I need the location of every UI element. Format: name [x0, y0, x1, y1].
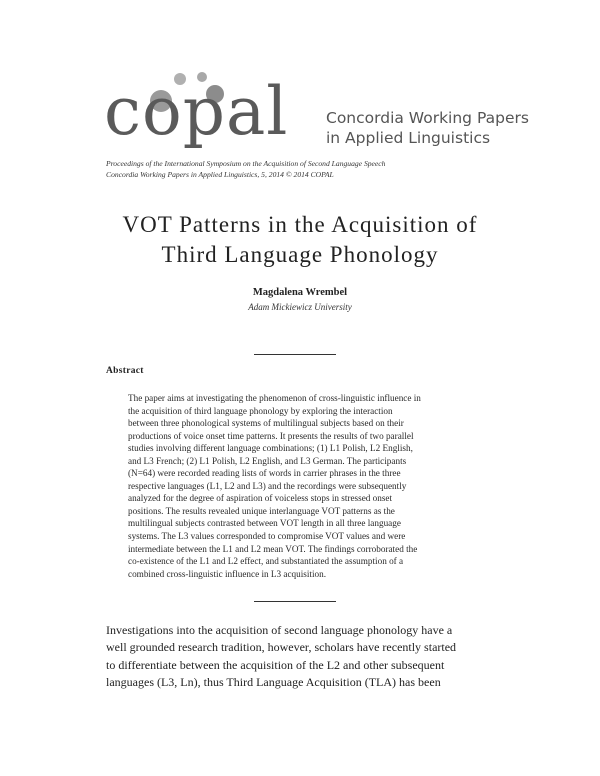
abstract-line: The paper aims at investigating the phenomenon of cross-linguistic influence in: [128, 393, 421, 403]
abstract-line: positions. The results revealed unique interlanguage VOT patterns as the: [128, 505, 395, 516]
abstract-line: combined cross-linguistic influence in L3 acquisition.: [128, 568, 326, 579]
body-line: languages (L3, Ln), thus Third Language Acquisition (TLA) has been: [106, 674, 441, 689]
abstract-body: [128, 392, 474, 580]
abstract-line: analyzed for the degree of aspiration of voiceless stops in stressed onset: [128, 493, 393, 504]
divider-top: [254, 354, 336, 355]
body-paragraph: [106, 622, 494, 691]
divider-bottom: [254, 601, 336, 602]
tagline-line-1: Concordia Working Papers: [326, 109, 529, 127]
copal-logo: [104, 64, 529, 164]
logo-wordmark: copal: [104, 73, 289, 150]
author-affiliation: Adam Mickiewicz University: [248, 302, 352, 312]
abstract-line: respective languages (L1, L2 and L3) and the recordings were subsequently: [128, 480, 407, 491]
abstract-line: systems. The L3 values corresponded to compromise VOT values and were: [128, 531, 406, 542]
abstract-line: and L3 French; (2) L1 Polish, L2 English, and L3 German. The participants: [128, 455, 407, 466]
title-line-2: Third Language Phonology: [161, 242, 439, 267]
tagline-line-2: in Applied Linguistics: [326, 129, 491, 147]
abstract-line: (N=64) were recorded reading lists of words in carrier phrases in the three: [128, 468, 401, 479]
abstract-heading: Abstract: [106, 366, 144, 376]
author-name: Magdalena Wrembel: [252, 287, 348, 298]
paper-title: [60, 210, 540, 270]
abstract-line: multilingual subjects contrasted between VOT length in all three language: [128, 518, 401, 529]
proceedings-line-1: Proceedings of the International Symposium on the Acquisition of Second Language Speech: [106, 159, 386, 168]
abstract-line: the acquisition of third language phonology by exploring the interaction: [128, 405, 393, 416]
abstract-line: between three phonological systems of multilingual subjects based on their: [128, 418, 404, 429]
title-line-1: VOT Patterns in the Acquisition of: [122, 212, 478, 237]
proceedings-line-2: Concordia Working Papers in Applied Linguistics, 5, 2014 © 2014 COPAL: [106, 170, 334, 179]
logo-tagline: [326, 108, 529, 148]
body-line: well grounded research tradition, however, scholars have recently started: [106, 640, 457, 655]
proceedings-citation: [106, 158, 385, 180]
body-line: Investigations into the acquisition of second language phonology have a: [106, 623, 453, 637]
abstract-line: co-existence of the L1 and L2 effect, and substantiated the assumption of a: [128, 556, 404, 567]
abstract-line: productions of voice onset time patterns. It presents the results of two parallel: [128, 430, 414, 441]
abstract-line: intermediate between the L1 and L2 mean VOT. The findings corroborated the: [128, 543, 418, 554]
abstract-line: studies involving different language combinations; (1) L1 Polish, L2 English,: [128, 443, 413, 454]
body-line: to differentiate between the acquisition of the L2 and other subsequent: [106, 657, 445, 672]
